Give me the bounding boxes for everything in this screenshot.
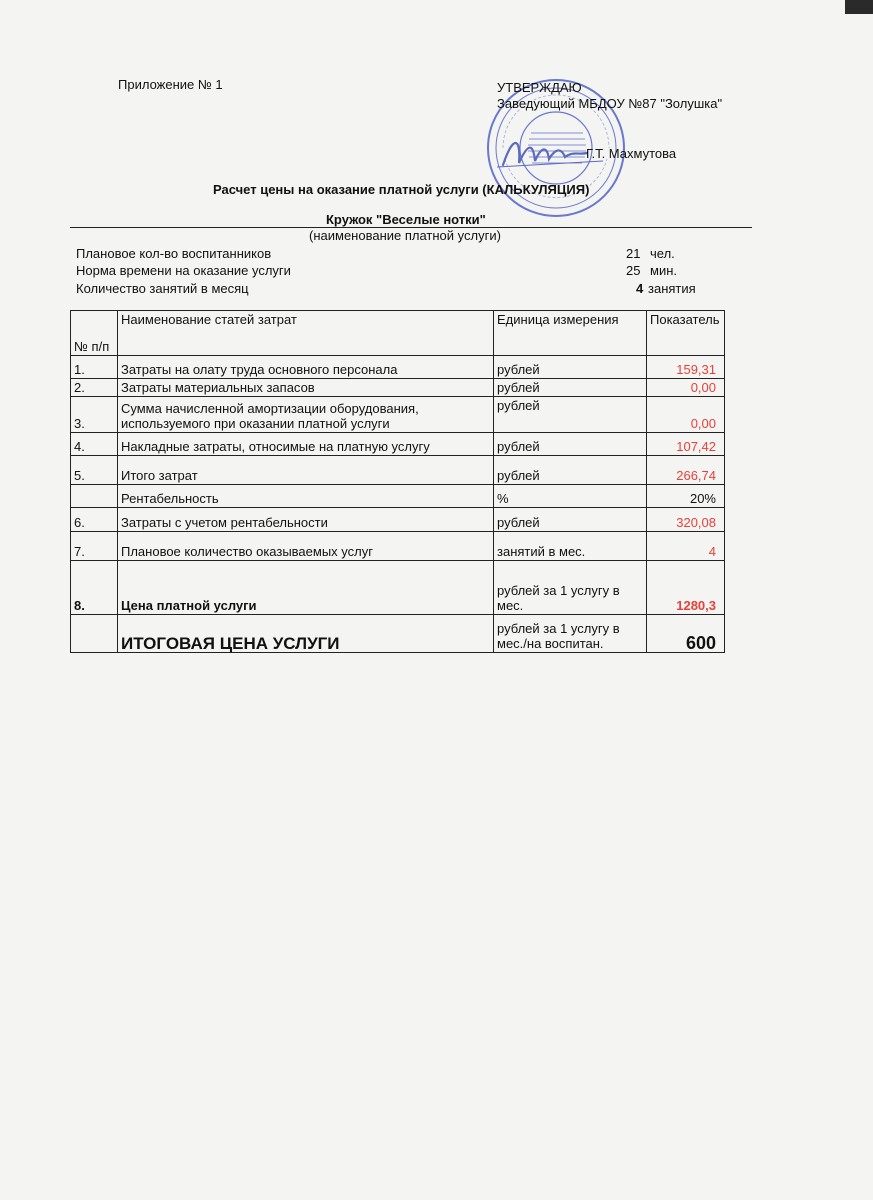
row-num	[71, 485, 118, 508]
calculation-table	[70, 310, 725, 653]
row-unit: рублей	[494, 508, 647, 532]
row-num: 4.	[71, 433, 118, 456]
row-unit: рублей	[494, 456, 647, 485]
table-total-row	[71, 615, 725, 653]
row-num: 8.	[71, 561, 118, 615]
row-name-line1: Сумма начисленной амортизации оборудования,	[121, 401, 419, 416]
header-name: Наименование статей затрат	[118, 311, 494, 356]
row-unit-line1: рублей за 1 услугу в	[497, 583, 620, 598]
row-name	[118, 397, 494, 433]
table-row	[71, 379, 725, 397]
param-value-time: 25	[626, 263, 641, 278]
total-unit-line2: мес./на воспитан.	[497, 636, 604, 651]
header-value: Показатель	[647, 311, 725, 356]
row-unit: рублей	[494, 356, 647, 379]
row-unit: рублей	[494, 433, 647, 456]
row-unit: %	[494, 485, 647, 508]
table-row	[71, 532, 725, 561]
param-label-children: Плановое кол-во воспитанников	[76, 246, 272, 261]
row-name-line2: используемого при оказании платной услуги	[121, 416, 390, 431]
total-value: 600	[647, 615, 725, 653]
approver-position: Заведующий МБДОУ №87 "Золушка"	[497, 96, 723, 111]
row-value: 4	[647, 532, 725, 561]
header-num: № п/п	[71, 311, 118, 356]
row-num: 3.	[71, 397, 118, 433]
header-unit: Единица измерения	[494, 311, 647, 356]
row-value: 1280,3	[647, 561, 725, 615]
table-row	[71, 561, 725, 615]
row-num: 7.	[71, 532, 118, 561]
row-value: 320,08	[647, 508, 725, 532]
appendix-label: Приложение № 1	[118, 77, 223, 92]
approve-label: УТВЕРЖДАЮ	[497, 80, 582, 95]
row-value: 107,42	[647, 433, 725, 456]
param-label-time: Норма времени на оказание услуги	[76, 263, 291, 278]
row-value: 20%	[647, 485, 725, 508]
row-name: Затраты с учетом рентабельности	[118, 508, 494, 532]
approver-name: Г.Т. Махмутова	[586, 146, 677, 161]
service-caption: (наименование платной услуги)	[309, 228, 501, 243]
row-name: Затраты материальных запасов	[118, 379, 494, 397]
table-header-row	[71, 311, 725, 356]
param-unit-children: чел.	[650, 246, 675, 261]
row-value: 266,74	[647, 456, 725, 485]
param-value-children: 21	[626, 246, 641, 261]
table-row	[71, 508, 725, 532]
scan-corner-mark	[845, 0, 873, 14]
total-label: ИТОГОВАЯ ЦЕНА УСЛУГИ	[118, 615, 494, 653]
row-name: Рентабельность	[118, 485, 494, 508]
param-value-lessons: 4	[636, 281, 644, 296]
row-value: 159,31	[647, 356, 725, 379]
row-name: Плановое количество оказываемых услуг	[118, 532, 494, 561]
document-title: Расчет цены на оказание платной услуги (КАЛЬКУЛЯЦИЯ)	[213, 182, 590, 197]
service-name: Кружок "Веселые нотки"	[326, 212, 486, 227]
row-unit-line2: мес.	[497, 598, 524, 613]
row-name: Накладные затраты, относимые на платную услугу	[118, 433, 494, 456]
total-unit	[494, 615, 647, 653]
param-label-lessons: Количество занятий в месяц	[76, 281, 249, 296]
row-unit: рублей	[494, 397, 647, 433]
row-num: 2.	[71, 379, 118, 397]
row-unit: занятий в мес.	[494, 532, 647, 561]
total-unit-line1: рублей за 1 услугу в	[497, 621, 620, 636]
table-row	[71, 456, 725, 485]
table-row	[71, 356, 725, 379]
table-row	[71, 397, 725, 433]
row-value: 0,00	[647, 379, 725, 397]
total-num	[71, 615, 118, 653]
row-unit: рублей	[494, 379, 647, 397]
row-num: 6.	[71, 508, 118, 532]
table-row	[71, 433, 725, 456]
table-row	[71, 485, 725, 508]
row-unit	[494, 561, 647, 615]
row-num: 5.	[71, 456, 118, 485]
row-name: Итого затрат	[118, 456, 494, 485]
row-name: Затраты на олату труда основного персонала	[118, 356, 494, 379]
param-unit-lessons: занятия	[648, 281, 696, 296]
row-name: Цена платной услуги	[118, 561, 494, 615]
row-value: 0,00	[647, 397, 725, 433]
param-unit-time: мин.	[650, 263, 677, 278]
row-num: 1.	[71, 356, 118, 379]
